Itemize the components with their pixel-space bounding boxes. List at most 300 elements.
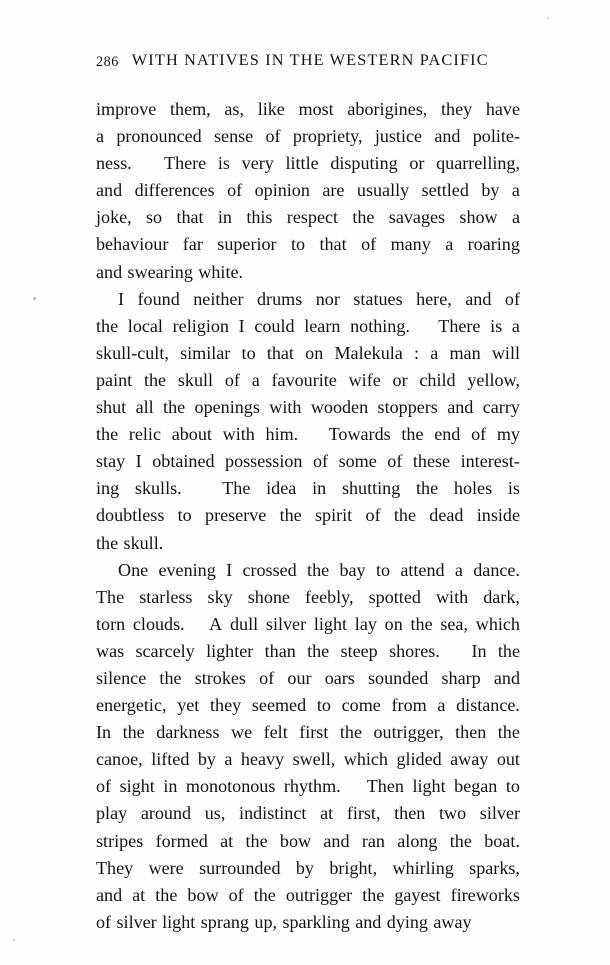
word: a	[445, 234, 454, 255]
word: to	[291, 234, 306, 255]
word: I	[226, 559, 233, 580]
word: of	[227, 180, 243, 201]
word: shutting	[341, 478, 401, 499]
word: the	[307, 559, 330, 580]
word: felt	[263, 722, 288, 743]
word: inside	[476, 505, 520, 526]
word: bow	[279, 830, 312, 851]
word: our	[287, 667, 312, 688]
text-line	[96, 177, 520, 204]
word: swell,	[292, 749, 336, 770]
word: have	[485, 99, 520, 119]
word: seemed	[251, 695, 307, 716]
word: :	[414, 342, 420, 363]
word: two	[438, 803, 467, 824]
word: canoe,	[96, 749, 143, 770]
text-line	[96, 259, 520, 286]
word: I	[118, 288, 125, 309]
word: and	[323, 830, 350, 851]
word: on	[384, 613, 403, 634]
text-line	[96, 340, 520, 367]
word: then	[394, 803, 426, 824]
word: is	[217, 153, 230, 174]
word: away	[433, 911, 472, 932]
word: were	[148, 857, 184, 878]
word: Then	[366, 776, 404, 797]
word: the	[143, 369, 167, 390]
word: the	[96, 424, 119, 445]
word: settled	[421, 180, 469, 201]
word: polite-	[472, 126, 520, 147]
word: skull.	[123, 532, 164, 553]
word: to	[316, 695, 331, 716]
scan-speck	[13, 939, 15, 941]
word: opinion	[254, 180, 310, 201]
running-head	[96, 50, 520, 70]
word: spotted	[368, 586, 421, 607]
text-line	[96, 448, 520, 475]
word: than	[264, 640, 296, 661]
word: fireworks	[450, 884, 520, 905]
word: they	[441, 99, 473, 119]
word: the	[339, 722, 362, 743]
word: is	[490, 315, 503, 336]
word: light	[162, 911, 196, 932]
word: and	[96, 261, 123, 282]
word: with	[222, 424, 255, 445]
word: silver	[116, 911, 157, 932]
word: religion	[172, 315, 229, 336]
word: wooden	[310, 397, 369, 418]
word: favourite	[271, 369, 337, 390]
word: torn	[96, 613, 126, 634]
text-line	[96, 719, 520, 746]
word: boat.	[484, 830, 520, 851]
word: that	[266, 342, 294, 363]
word: to	[241, 342, 256, 363]
word: yellow,	[467, 369, 520, 390]
word: feebly,	[305, 586, 354, 607]
scan-speck	[33, 297, 36, 300]
word: outrigger,	[373, 722, 444, 743]
word: out	[496, 749, 520, 770]
word: my	[496, 424, 520, 445]
word: on	[305, 342, 324, 363]
word: sounded	[368, 667, 429, 688]
word: dying	[386, 911, 428, 932]
text-line	[96, 286, 520, 313]
word: here,	[416, 288, 452, 309]
word: I	[238, 315, 245, 336]
sentence-gap	[143, 150, 152, 177]
word: darkness	[156, 722, 220, 743]
word: many	[390, 234, 431, 255]
word: in	[217, 207, 232, 228]
word: improve	[96, 99, 157, 119]
word: sprang	[200, 911, 249, 932]
word: of	[312, 451, 329, 472]
word: show	[459, 207, 498, 228]
text-line	[96, 421, 520, 448]
word: the	[497, 722, 520, 743]
word: of	[96, 911, 112, 932]
word: of	[224, 369, 240, 390]
word: all	[135, 397, 154, 418]
word: differences	[134, 180, 215, 201]
word: drums	[257, 288, 303, 309]
word: skulls.	[134, 478, 182, 499]
text-line	[96, 800, 520, 827]
word: starless	[139, 586, 193, 607]
word: by	[481, 180, 500, 201]
word: possession	[225, 451, 303, 472]
word: so	[146, 207, 163, 228]
body-text-block	[96, 96, 520, 936]
word: relic	[128, 424, 161, 445]
word: then	[455, 722, 487, 743]
word: a	[251, 369, 260, 390]
word: outrigger	[285, 884, 353, 905]
word: dark,	[483, 586, 520, 607]
word: carry	[482, 397, 520, 418]
word: stripes	[96, 830, 144, 851]
word: learn	[304, 315, 341, 336]
word: dull	[230, 613, 259, 634]
word: them,	[170, 99, 211, 119]
word: gayest	[394, 884, 441, 905]
word: propriety,	[292, 126, 363, 147]
word: or	[392, 369, 408, 390]
word: preserve	[205, 505, 267, 526]
text-line	[96, 746, 520, 773]
word: of	[96, 776, 112, 797]
scan-speck	[547, 17, 549, 19]
text-line	[96, 773, 520, 800]
text-line	[96, 611, 520, 638]
word: us,	[204, 803, 226, 824]
word: sense	[214, 126, 254, 147]
text-line	[96, 394, 520, 421]
word: a	[511, 315, 520, 336]
text-line	[96, 123, 520, 150]
word: the	[159, 667, 182, 688]
word: of	[365, 505, 381, 526]
word: indistinct	[239, 803, 307, 824]
word: stay	[96, 451, 126, 472]
word: the	[497, 640, 520, 661]
sentence-gap	[192, 611, 201, 638]
word: to	[505, 776, 520, 797]
word: ran	[361, 830, 385, 851]
word: some	[338, 451, 377, 472]
text-line	[96, 204, 520, 231]
word: nor	[315, 288, 340, 309]
word: are	[322, 180, 345, 201]
sentence-gap	[309, 421, 318, 448]
word: child	[419, 369, 456, 390]
word: ing	[96, 478, 120, 499]
sentence-gap	[197, 475, 206, 502]
word: surrounded	[199, 857, 281, 878]
word: bow	[187, 884, 219, 905]
word: statues	[353, 288, 403, 309]
word: to	[177, 505, 192, 526]
word: or	[409, 153, 425, 174]
word: local	[127, 315, 163, 336]
word: the	[449, 830, 472, 851]
word: of	[228, 884, 244, 905]
word: sparks,	[469, 857, 520, 878]
word: openings	[194, 397, 260, 418]
word: superior	[217, 234, 277, 255]
word: lay	[354, 613, 377, 634]
word: sky	[207, 586, 233, 607]
text-line	[96, 367, 520, 394]
word: bright,	[329, 857, 378, 878]
word: at	[220, 830, 234, 851]
word: Towards	[328, 424, 391, 445]
word: and	[493, 667, 520, 688]
word: around	[140, 803, 192, 824]
word: yet	[177, 695, 200, 716]
word: and	[96, 180, 123, 201]
word: obtained	[152, 451, 215, 472]
word: sparkling	[282, 911, 350, 932]
text-line	[96, 638, 520, 665]
word: little	[285, 153, 319, 174]
word: as,	[224, 99, 244, 119]
text-line	[96, 665, 520, 692]
text-line	[96, 692, 520, 719]
word: holes	[453, 478, 493, 499]
word: savages	[388, 207, 446, 228]
word: along	[397, 830, 438, 851]
word: to	[375, 559, 391, 580]
word: the	[96, 315, 119, 336]
word: come	[341, 695, 381, 716]
text-line	[96, 502, 520, 529]
word: attend	[400, 559, 445, 580]
word: the	[362, 884, 385, 905]
word: and	[465, 288, 492, 309]
word: aborigines,	[347, 99, 428, 119]
word: lighter	[206, 640, 254, 661]
word: the	[352, 207, 375, 228]
word: with	[269, 397, 302, 418]
word: energetic,	[96, 695, 167, 716]
word: usually	[356, 180, 410, 201]
word: spirit	[315, 505, 353, 526]
word: first	[299, 722, 329, 743]
word: rhythm.	[283, 776, 341, 797]
word: most	[298, 99, 334, 119]
word: and	[434, 126, 461, 147]
word: end	[434, 424, 461, 445]
word: in	[163, 776, 178, 797]
word: ness.	[96, 153, 132, 174]
running-head-title: WITH NATIVES IN THE WESTERN PACIFIC	[131, 50, 489, 69]
word: about	[171, 424, 212, 445]
sentence-gap	[451, 638, 460, 665]
word: began	[454, 776, 498, 797]
word: him.	[265, 424, 299, 445]
word: a	[437, 695, 446, 716]
word: with	[435, 586, 469, 607]
word: I	[135, 451, 142, 472]
word: interest-	[460, 451, 520, 472]
word: the	[155, 884, 178, 905]
word: which	[475, 613, 520, 634]
word: of	[265, 126, 281, 147]
word: They	[96, 857, 134, 878]
word: a	[430, 342, 439, 363]
word: doubtless	[96, 505, 165, 526]
word: a	[96, 126, 105, 147]
word: light	[313, 613, 348, 634]
word: pronounced	[116, 126, 202, 147]
word: scarcely	[135, 640, 195, 661]
word: glided	[396, 749, 442, 770]
word: silver	[479, 803, 520, 824]
word: clouds.	[132, 613, 185, 634]
sentence-gap	[349, 773, 358, 800]
word: steep	[340, 640, 378, 661]
word: at	[320, 803, 334, 824]
word: justice	[374, 126, 423, 147]
word: the	[122, 722, 145, 743]
word: and	[96, 884, 123, 905]
word: and	[447, 397, 474, 418]
word: at	[132, 884, 146, 905]
word: away	[450, 749, 489, 770]
word: by	[295, 857, 314, 878]
text-line	[96, 96, 520, 123]
word: that	[319, 234, 347, 255]
word: that	[176, 207, 204, 228]
word: joke,	[96, 207, 132, 228]
word: behaviour	[96, 234, 169, 255]
word: In	[471, 640, 487, 661]
text-line	[96, 584, 520, 611]
word: paint	[96, 369, 133, 390]
word: There	[438, 315, 481, 336]
text-line	[96, 855, 520, 882]
word: the	[410, 613, 433, 634]
word: oars	[324, 667, 355, 688]
text-line	[96, 557, 520, 584]
word: monotonous	[185, 776, 276, 797]
word: disputing	[330, 153, 398, 174]
word: is	[507, 478, 520, 499]
word: and	[355, 911, 382, 932]
word: the	[96, 532, 119, 553]
word: could	[254, 315, 295, 336]
word: Malekula	[334, 342, 403, 363]
word: white.	[198, 261, 244, 282]
page-number: 286	[96, 54, 119, 70]
word: they	[210, 695, 242, 716]
word: far	[182, 234, 203, 255]
word: a	[224, 749, 233, 770]
word: the	[401, 424, 424, 445]
word: the	[279, 505, 302, 526]
word: wife	[348, 369, 381, 390]
word: the	[393, 505, 416, 526]
word: In	[96, 722, 112, 743]
word: which	[343, 749, 388, 770]
word: One	[118, 559, 149, 580]
word: respect	[286, 207, 339, 228]
word: quarrelling,	[436, 153, 520, 174]
text-line	[96, 828, 520, 855]
word: roaring	[467, 234, 520, 255]
text-line	[96, 530, 520, 557]
word: There	[164, 153, 207, 174]
word: crossed	[242, 559, 297, 580]
word: of	[361, 234, 377, 255]
word: the	[245, 830, 268, 851]
word: silver	[265, 613, 307, 634]
word: the	[416, 478, 439, 499]
word: heavy	[240, 749, 285, 770]
word: whirling	[392, 857, 454, 878]
text-line	[96, 909, 520, 936]
word: a	[511, 207, 520, 228]
word: this	[246, 207, 273, 228]
word: formed	[155, 830, 208, 851]
word: strokes	[194, 667, 246, 688]
text-line	[96, 231, 520, 258]
word: of	[387, 451, 403, 472]
word: shut	[96, 397, 127, 418]
word: A	[209, 613, 223, 634]
word: these	[412, 451, 451, 472]
word: evening	[158, 559, 216, 580]
word: similar	[180, 342, 231, 363]
word: of	[471, 424, 487, 445]
sentence-gap	[420, 313, 429, 340]
word: of	[259, 667, 275, 688]
text-line	[96, 475, 520, 502]
word: shone	[247, 586, 290, 607]
word: nothing.	[350, 315, 410, 336]
word: from	[391, 695, 427, 716]
word: bay	[339, 559, 366, 580]
word: The	[96, 586, 125, 607]
word: distance.	[456, 695, 520, 716]
word: dance.	[473, 559, 520, 580]
word: very	[241, 153, 274, 174]
word: lifted	[151, 749, 190, 770]
word: the	[253, 884, 276, 905]
word: The	[222, 478, 251, 499]
word: sight	[119, 776, 155, 797]
word: silence	[96, 667, 147, 688]
word: skull	[177, 369, 214, 390]
word: sharp	[441, 667, 481, 688]
text-line	[96, 313, 520, 340]
word: neither	[193, 288, 244, 309]
word: light	[412, 776, 446, 797]
word: found	[137, 288, 180, 309]
word: like	[257, 99, 285, 119]
word: of	[504, 288, 520, 309]
word: dead	[429, 505, 464, 526]
word: swearing	[127, 261, 193, 282]
word: idea	[266, 478, 297, 499]
word: play	[96, 803, 128, 824]
word: a	[454, 559, 463, 580]
